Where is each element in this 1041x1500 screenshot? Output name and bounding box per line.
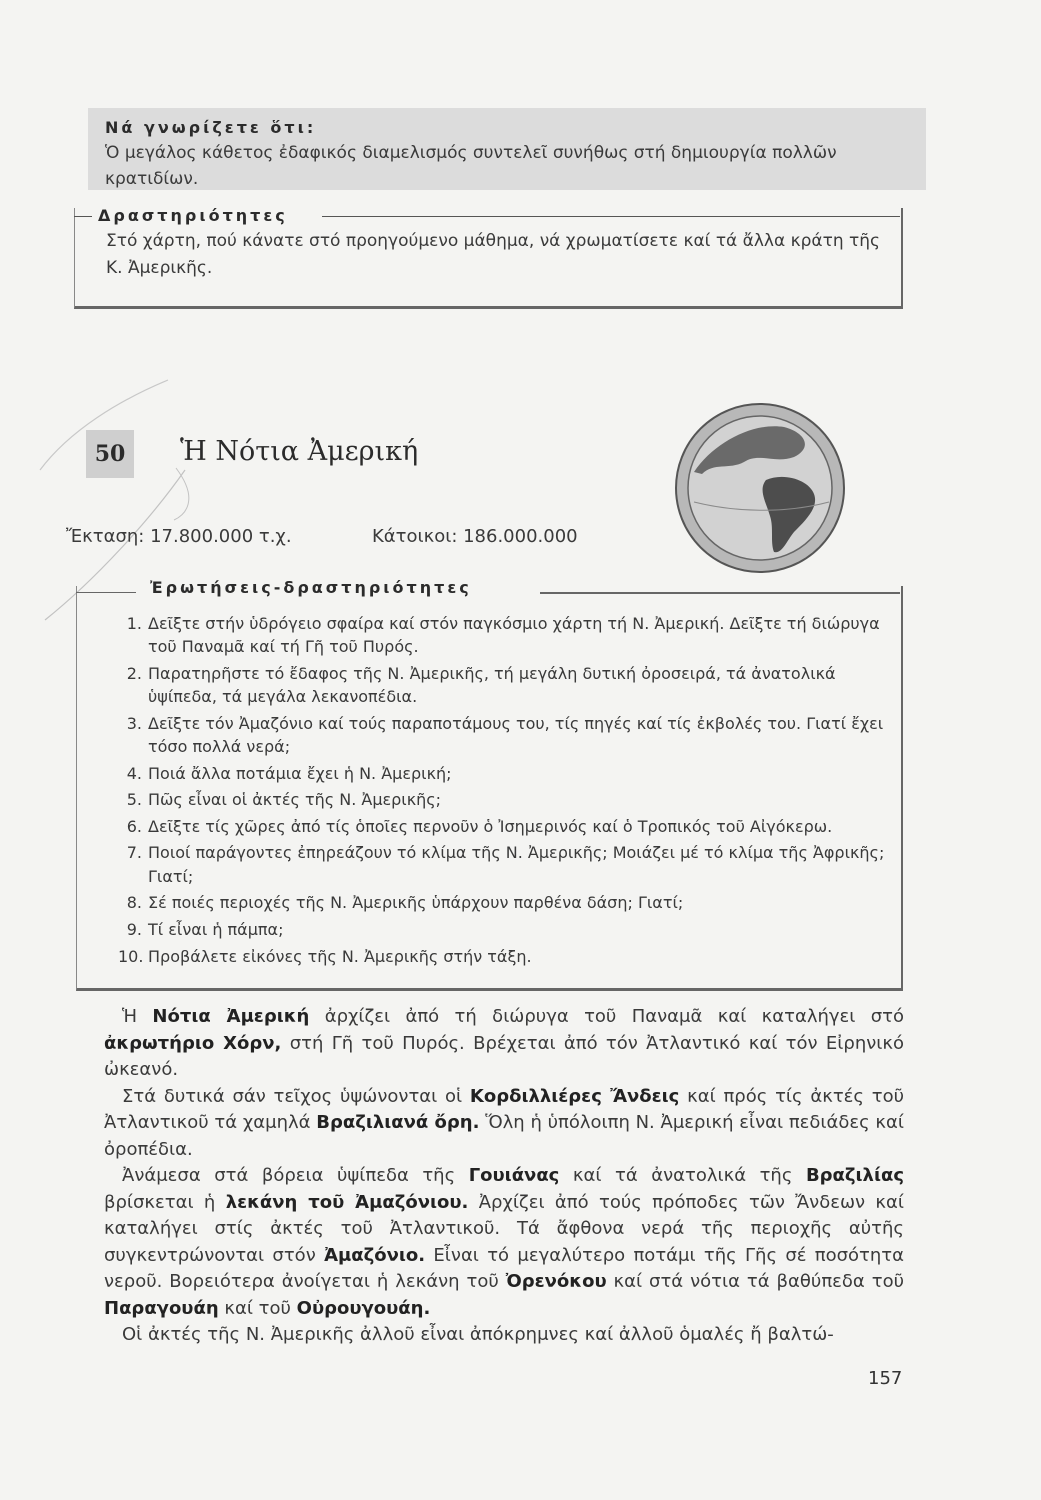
- question-item: [118, 918, 888, 941]
- question-item: [118, 762, 888, 785]
- question-item: [118, 945, 888, 968]
- lesson-title: Ἡ Νότια Ἀμερική: [180, 436, 419, 467]
- questions-title: Ἐρωτήσεις-δραστηριότητες: [150, 578, 472, 597]
- question-text: Παρατηρῆστε τό ἔδαφος τῆς Ν. Ἀμερικῆς, τή μεγάλη δυτική ὀροσειρά, τά ἀνατολικά ὑψίπεδα, τά μεγάλα λεκανοπέδια.: [148, 663, 836, 707]
- body-text: [104, 1004, 904, 1349]
- paragraph: Οἱ ἀκτές τῆς Ν. Ἀμερικῆς ἀλλοῦ εἶναι ἀπόκρημνες καί ἀλλοῦ ὁμαλές ἤ βαλτώ-: [122, 1324, 834, 1345]
- question-text: Δεῖξτε στήν ὑδρόγειο σφαίρα καί στόν παγκόσμιο χάρτη τή Ν. Ἀμερική. Δεῖξτε τή διώρυγα τοῦ Παναμᾶ καί τή Γῆ τοῦ Πυρός.: [148, 614, 880, 657]
- globe-icon: [674, 402, 846, 574]
- activities-title: Δραστηριότητες: [98, 206, 288, 225]
- questions-rule: [540, 592, 900, 594]
- question-number: 8.: [126, 893, 142, 913]
- question-number: 6.: [126, 816, 142, 836]
- know-text: Ὁ μεγάλος κάθετος ἐδαφικός διαμελισμός συντελεῖ συνήθως στή δημιουργία πολλῶν κρατιδίων.: [105, 143, 837, 189]
- activities-rule: [322, 216, 900, 217]
- paragraph: Ἡ Νότια Ἀμερική ἀρχίζει ἀπό τή διώρυγα τοῦ Παναμᾶ καί καταλήγει στό ἀκρωτήριο Χόρν, στή Γῆ τοῦ Πυρός. Βρέχεται ἀπό τόν Ἀτλαντικό καί τόν Εἰρηνικό ὠκεανό.: [104, 1006, 905, 1080]
- population-stat: Κάτοικοι: 186.000.000: [372, 526, 578, 547]
- question-text: Δεῖξτε τόν Ἀμαζόνιο καί τούς παραποτάμους του, τίς πηγές καί τίς ἐκβολές του. Γιατί ἔχει τόσο πολλά νερά;: [148, 713, 884, 757]
- know-title: Νά γνωρίζετε ὅτι:: [105, 118, 317, 137]
- question-number: 1.: [126, 614, 142, 633]
- question-item: [118, 662, 888, 709]
- question-item: [118, 815, 888, 838]
- question-number: 10.: [118, 946, 144, 966]
- paragraph: Στά δυτικά σάν τεῖχος ὑψώνονται οἱ Κορδιλλιέρες Ἄνδεις καί πρός τίς ἀκτές τοῦ Ἀτλαντικοῦ τά χαμηλά Βραζιλιανά ὄρη. Ὅλη ἡ ὑπόλοιπη Ν. Ἀμερική εἶναι πεδιάδες καί ὀροπέδια.: [104, 1085, 905, 1160]
- question-item: [118, 612, 888, 659]
- question-item: [118, 712, 888, 759]
- activities-text: Στό χάρτη, πού κάνατε στό προηγούμενο μάθημα, νά χρωματίσετε καί τά ἄλλα κράτη τῆς Κ. Ἀμερικῆς.: [106, 231, 881, 278]
- questions-list: [118, 612, 888, 971]
- question-number: 3.: [126, 713, 142, 733]
- question-text: Προβάλετε εἰκόνες τῆς Ν. Ἀμερικῆς στήν τάξη.: [148, 946, 532, 966]
- activities-rule: [74, 216, 92, 217]
- question-text: Ποιά ἄλλα ποτάμια ἔχει ἡ Ν. Ἀμερική;: [148, 763, 452, 783]
- question-text: Πῶς εἶναι οἱ ἀκτές τῆς Ν. Ἀμερικῆς;: [148, 790, 442, 810]
- question-number: 7.: [126, 843, 142, 863]
- question-text: Σέ ποιές περιοχές τῆς Ν. Ἀμερικῆς ὑπάρχουν παρθένα δάση; Γιατί;: [148, 893, 684, 913]
- question-text: Δεῖξτε τίς χῶρες ἀπό τίς ὁποῖες περνοῦν ὁ Ἰσημερινός καί ὁ Τροπικός τοῦ Αἰγόκερω.: [148, 816, 833, 836]
- question-item: [118, 891, 888, 914]
- question-number: 4.: [126, 763, 142, 783]
- question-item: [118, 841, 888, 888]
- page-number: 157: [868, 1368, 903, 1389]
- question-text: Ποιοί παράγοντες ἐπηρεάζουν τό κλίμα τῆς Ν. Ἀμερικῆς; Μοιάζει μέ τό κλίμα τῆς Ἀφρικῆς; Γιατί;: [148, 843, 885, 886]
- question-number: 9.: [126, 919, 142, 939]
- question-number: 5.: [126, 790, 142, 810]
- question-item: [118, 788, 888, 811]
- questions-rule: [76, 592, 136, 593]
- question-number: 2.: [126, 663, 142, 683]
- lesson-number: 50: [86, 430, 134, 478]
- area-stat: Ἔκταση: 17.800.000 τ.χ.: [66, 526, 292, 547]
- question-text: Τί εἶναι ἡ πάμπα;: [148, 919, 284, 939]
- paragraph: Ἀνάμεσα στά βόρεια ὑψίπεδα τῆς Γουιάνας καί τά ἀνατολικά τῆς Βραζιλίας βρίσκεται ἡ λεκάνη τοῦ Ἀμαζόνιου. Ἀρχίζει ἀπό τούς πρόποδες τῶν Ἄνδεων καί καταλήγει στίς ἀκτές τοῦ Ἀτλαντικοῦ. Τά ἄφθονα νερά τῆς περιοχῆς αὐτῆς συγκεντρώνονται στόν Ἀμαζόνιο. Εἶναι τό μεγαλύτερο ποτάμι τῆς Γῆς σέ ποσότητα νεροῦ. Βορειότερα ἀνοίγεται ἡ λεκάνη τοῦ Ὀρενόκου καί στά νότια τά βαθύπεδα τοῦ Παραγουάη καί τοῦ Οὐρουγουάη.: [104, 1165, 905, 1319]
